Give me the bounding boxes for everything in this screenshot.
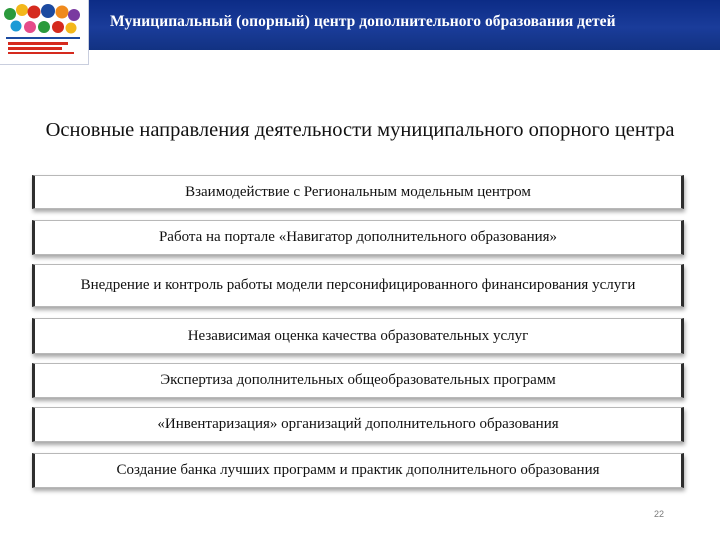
page-number: 22 bbox=[653, 509, 664, 519]
direction-item-3: Внедрение и контроль работы модели персонифицированного финансирования услуги bbox=[32, 264, 684, 307]
logo bbox=[0, 0, 89, 65]
header-bar bbox=[0, 0, 720, 50]
page-title: Основные направления деятельности муниципального опорного центра bbox=[45, 119, 675, 141]
direction-item-5: Экспертиза дополнительных общеобразовательных программ bbox=[32, 363, 684, 398]
direction-item-2: Работа на портале «Навигатор дополнительного образования» bbox=[32, 220, 684, 255]
header-title: Муниципальный (опорный) центр дополнительного образования детей bbox=[110, 13, 616, 30]
direction-item-1: Взаимодействие с Региональным модельным центром bbox=[32, 175, 684, 209]
dod-program-logo-icon bbox=[0, 0, 88, 64]
direction-item-4: Независимая оценка качества образовательных услуг bbox=[32, 318, 684, 354]
direction-item-7: Создание банка лучших программ и практик дополнительного образования bbox=[32, 453, 684, 488]
direction-item-6: «Инвентаризация» организаций дополнительного образования bbox=[32, 407, 684, 442]
